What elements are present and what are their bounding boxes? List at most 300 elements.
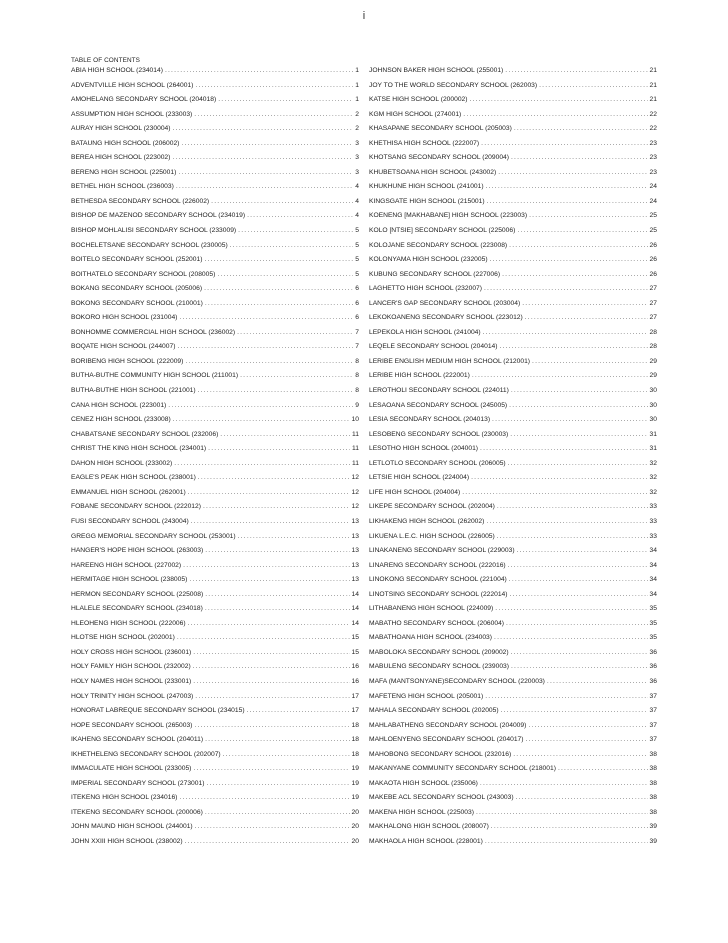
toc-entry-page: 21 bbox=[649, 67, 657, 74]
toc-entry[interactable] bbox=[369, 140, 657, 155]
toc-entry-page: 15 bbox=[351, 648, 359, 656]
toc-entry[interactable] bbox=[369, 605, 657, 620]
toc-entry-name: BISHOP DE MAZENOD SECONDARY SCHOOL (234019) bbox=[71, 212, 246, 220]
toc-leader-dots bbox=[203, 503, 350, 510]
toc-entry[interactable] bbox=[369, 125, 657, 140]
toc-entry-name: KINGSGATE HIGH SCHOOL (215001) bbox=[369, 197, 485, 205]
toc-entry[interactable] bbox=[369, 474, 657, 489]
toc-entry-name: LESAOANA SECONDARY SCHOOL (245005) bbox=[369, 401, 508, 409]
toc-leader-dots bbox=[539, 82, 647, 89]
toc-entry[interactable] bbox=[369, 693, 657, 708]
toc-entry-name: HAREENG HIGH SCHOOL (227002) bbox=[71, 561, 182, 569]
toc-entry-page: 4 bbox=[355, 212, 359, 220]
toc-entry[interactable] bbox=[71, 649, 359, 664]
toc-leader-dots bbox=[525, 736, 647, 743]
toc-leader-dots bbox=[198, 387, 354, 394]
toc-entry-page: 24 bbox=[649, 183, 657, 191]
toc-leader-dots bbox=[193, 678, 349, 685]
toc-entry-name: KOENENG [MAKHABANE] HIGH SCHOOL (223003) bbox=[369, 212, 528, 220]
toc-entry-name: CHABATSANE SECONDARY SCHOOL (232006) bbox=[71, 430, 219, 438]
toc-entry[interactable] bbox=[71, 518, 359, 533]
toc-leader-dots bbox=[513, 751, 647, 758]
toc-leader-dots bbox=[492, 416, 648, 423]
toc-entry-name: KHUBETSOANA HIGH SCHOOL (243002) bbox=[369, 168, 497, 176]
toc-entry-name: BEREA HIGH SCHOOL (223002) bbox=[71, 154, 171, 162]
toc-entry-page: 20 bbox=[351, 823, 359, 831]
toc-leader-dots bbox=[247, 212, 353, 219]
toc-entry[interactable] bbox=[71, 198, 359, 213]
toc-leader-dots bbox=[183, 562, 349, 569]
toc-entry[interactable] bbox=[71, 300, 359, 315]
toc-leader-dots bbox=[509, 576, 648, 583]
toc-entry[interactable] bbox=[71, 794, 359, 809]
toc-entry-name: BONHOMME COMMERCIAL HIGH SCHOOL (236002) bbox=[71, 328, 236, 336]
toc-leader-dots bbox=[509, 402, 647, 409]
toc-entry[interactable] bbox=[71, 634, 359, 649]
toc-entry-page: 25 bbox=[649, 212, 657, 220]
toc-entry-page: 16 bbox=[351, 677, 359, 685]
toc-entry-page: 33 bbox=[649, 503, 657, 511]
toc-entry-page: 30 bbox=[649, 416, 657, 424]
toc-entry-name: KHUKHUNE HIGH SCHOOL (241001) bbox=[369, 183, 484, 191]
toc-entry[interactable] bbox=[71, 343, 359, 358]
toc-entry-page: 27 bbox=[649, 285, 657, 293]
toc-entry[interactable] bbox=[71, 736, 359, 751]
toc-entry[interactable] bbox=[369, 416, 657, 431]
toc-entry[interactable] bbox=[369, 823, 657, 838]
toc-entry[interactable] bbox=[71, 780, 359, 795]
toc-leader-dots bbox=[517, 547, 648, 554]
toc-entry[interactable] bbox=[71, 460, 359, 475]
toc-entry[interactable] bbox=[369, 300, 657, 315]
toc-leader-dots bbox=[195, 823, 350, 830]
toc-entry[interactable] bbox=[369, 562, 657, 577]
toc-entry-page: 31 bbox=[649, 445, 657, 453]
toc-entry-name: KHOTSANG SECONDARY SCHOOL (209004) bbox=[369, 154, 509, 162]
toc-entry-page: 30 bbox=[649, 401, 657, 409]
toc-entry-page: 25 bbox=[649, 227, 657, 235]
page-number: i bbox=[362, 10, 366, 22]
toc-entry-name: BOKORO HIGH SCHOOL (231004) bbox=[71, 314, 178, 322]
toc-leader-dots bbox=[217, 271, 353, 278]
toc-entry[interactable] bbox=[71, 82, 359, 97]
toc-entry[interactable] bbox=[71, 67, 359, 82]
toc-entry-page: 13 bbox=[351, 547, 359, 555]
toc-entry-page: 8 bbox=[355, 372, 359, 380]
toc-entry[interactable] bbox=[71, 271, 359, 286]
toc-entry[interactable] bbox=[369, 547, 657, 562]
toc-entry-page: 35 bbox=[649, 605, 657, 613]
toc-entry-page: 1 bbox=[355, 81, 359, 89]
toc-entry[interactable] bbox=[369, 460, 657, 475]
toc-entry-page: 12 bbox=[351, 488, 359, 496]
toc-entry-name: HOLY NAMES HIGH SCHOOL (233001) bbox=[71, 677, 192, 685]
toc-entry-name: HOLY CROSS HIGH SCHOOL (236001) bbox=[71, 648, 192, 656]
toc-leader-dots bbox=[176, 183, 353, 190]
toc-leader-dots bbox=[185, 358, 353, 365]
toc-entry-name: BOCHELETSANE SECONDARY SCHOOL (230005) bbox=[71, 241, 228, 249]
toc-entry[interactable] bbox=[369, 591, 657, 606]
toc-leader-dots bbox=[189, 576, 349, 583]
toc-leader-dots bbox=[205, 591, 349, 598]
toc-leader-dots bbox=[172, 125, 353, 132]
toc-leader-dots bbox=[179, 314, 353, 321]
toc-entry[interactable] bbox=[369, 314, 657, 329]
toc-entry[interactable] bbox=[369, 329, 657, 344]
toc-entry[interactable] bbox=[71, 358, 359, 373]
toc-entry-name: MAKHAOLA HIGH SCHOOL (228001) bbox=[369, 837, 483, 845]
toc-entry-name: HOLY FAMILY HIGH SCHOOL (232002) bbox=[71, 663, 191, 671]
toc-entry-page: 11 bbox=[352, 459, 359, 467]
toc-leader-dots bbox=[511, 387, 648, 394]
toc-entry[interactable] bbox=[71, 823, 359, 838]
toc-entry-page: 17 bbox=[351, 692, 359, 700]
toc-leader-dots bbox=[517, 227, 647, 234]
toc-entry-page: 38 bbox=[649, 794, 657, 802]
toc-entry-name: KATSE HIGH SCHOOL (200002) bbox=[369, 96, 468, 104]
toc-entry-page: 35 bbox=[649, 634, 657, 642]
toc-leader-dots bbox=[495, 605, 647, 612]
toc-leader-dots bbox=[179, 794, 349, 801]
toc-entry[interactable] bbox=[369, 431, 657, 446]
toc-leader-dots bbox=[491, 823, 648, 830]
toc-entry[interactable] bbox=[71, 562, 359, 577]
toc-entry-page: 38 bbox=[649, 750, 657, 758]
toc-entry-name: LITHABANENG HIGH SCHOOL (224009) bbox=[369, 605, 494, 613]
toc-entry[interactable] bbox=[71, 402, 359, 417]
toc-entry[interactable] bbox=[71, 285, 359, 300]
toc-entry-page: 38 bbox=[649, 779, 657, 787]
toc-leader-dots bbox=[205, 547, 349, 554]
toc-entry-name: LEROTHOLI SECONDARY SCHOOL (224011) bbox=[369, 387, 509, 395]
toc-leader-dots bbox=[205, 300, 353, 307]
toc-entry[interactable] bbox=[71, 96, 359, 111]
toc-entry-name: BOKONG SECONDARY SCHOOL (210001) bbox=[71, 299, 203, 307]
toc-entry-page: 14 bbox=[351, 605, 359, 613]
toc-entry-page: 37 bbox=[649, 707, 657, 715]
toc-entry[interactable] bbox=[369, 489, 657, 504]
toc-leader-dots bbox=[230, 242, 354, 249]
toc-entry[interactable] bbox=[369, 780, 657, 795]
toc-entry-page: 35 bbox=[649, 619, 657, 627]
toc-entry-page: 32 bbox=[649, 488, 657, 496]
toc-entry-page: 21 bbox=[649, 81, 657, 89]
toc-entry-name: KOLOJANE SECONDARY SCHOOL (223008) bbox=[369, 241, 508, 249]
toc-entry-page: 36 bbox=[649, 663, 657, 671]
toc-entry[interactable] bbox=[369, 722, 657, 737]
toc-leader-dots bbox=[205, 736, 349, 743]
toc-leader-dots bbox=[484, 285, 648, 292]
toc-entry[interactable] bbox=[369, 67, 657, 82]
toc-entry[interactable] bbox=[369, 576, 657, 591]
toc-entry[interactable] bbox=[71, 576, 359, 591]
toc-leader-dots bbox=[168, 402, 353, 409]
toc-title: TABLE OF CONTENTS bbox=[71, 57, 141, 64]
toc-entry-page: 23 bbox=[649, 139, 657, 147]
toc-entry[interactable] bbox=[71, 474, 359, 489]
toc-entry-name: BOITHATELO SECONDARY SCHOOL (208005) bbox=[71, 270, 216, 278]
toc-leader-dots bbox=[472, 372, 648, 379]
toc-entry[interactable] bbox=[369, 503, 657, 518]
toc-entry-page: 11 bbox=[352, 445, 359, 453]
toc-entry[interactable] bbox=[71, 256, 359, 271]
toc-entry[interactable] bbox=[369, 620, 657, 635]
toc-entry[interactable] bbox=[71, 212, 359, 227]
toc-entry-name: LINOTSING SECONDARY SCHOOL (222014) bbox=[369, 590, 508, 598]
toc-entry-page: 15 bbox=[351, 634, 359, 642]
toc-entry-name: LESIA SECONDARY SCHOOL (204013) bbox=[369, 416, 491, 424]
toc-leader-dots bbox=[206, 780, 349, 787]
toc-entry-name: HONORAT LABREQUE SECONDARY SCHOOL (234015) bbox=[71, 707, 245, 715]
toc-entry[interactable] bbox=[71, 547, 359, 562]
toc-entry[interactable] bbox=[71, 314, 359, 329]
toc-entry-page: 14 bbox=[351, 590, 359, 598]
toc-entry[interactable] bbox=[369, 256, 657, 271]
toc-entry-page: 7 bbox=[355, 343, 359, 351]
toc-entry[interactable] bbox=[369, 343, 657, 358]
toc-entry-name: AURAY HIGH SCHOOL (230004) bbox=[71, 125, 171, 133]
toc-entry[interactable] bbox=[369, 212, 657, 227]
toc-leader-dots bbox=[486, 518, 647, 525]
toc-entry[interactable] bbox=[369, 809, 657, 824]
toc-leader-dots bbox=[193, 765, 349, 772]
toc-entry-name: LIKHAKENG HIGH SCHOOL (262002) bbox=[369, 517, 485, 525]
toc-entry-page: 19 bbox=[351, 794, 359, 802]
toc-entry-page: 11 bbox=[352, 430, 359, 438]
toc-entry-page: 20 bbox=[351, 808, 359, 816]
toc-entry-name: FUSI SECONDARY SCHOOL (243004) bbox=[71, 517, 189, 525]
toc-entry[interactable] bbox=[71, 154, 359, 169]
toc-entry[interactable] bbox=[71, 387, 359, 402]
toc-entry[interactable] bbox=[71, 431, 359, 446]
toc-leader-dots bbox=[462, 489, 647, 496]
toc-entry[interactable] bbox=[369, 707, 657, 722]
toc-entry[interactable] bbox=[71, 693, 359, 708]
toc-leader-dots bbox=[502, 271, 647, 278]
toc-entry-page: 8 bbox=[355, 357, 359, 365]
toc-entry-name: MABOLOKA SECONDARY SCHOOL (209002) bbox=[369, 648, 509, 656]
toc-entry[interactable] bbox=[369, 794, 657, 809]
toc-leader-dots bbox=[525, 314, 648, 321]
toc-entry[interactable] bbox=[369, 227, 657, 242]
toc-entry-page: 1 bbox=[355, 96, 359, 104]
toc-entry-name: BOQATE HIGH SCHOOL (244007) bbox=[71, 343, 176, 351]
toc-entry-name: IKAHENG SECONDARY SCHOOL (204011) bbox=[71, 736, 204, 744]
toc-entry-page: 2 bbox=[355, 110, 359, 118]
toc-entry[interactable] bbox=[71, 838, 359, 853]
toc-leader-dots bbox=[185, 838, 350, 845]
toc-leader-dots bbox=[485, 838, 648, 845]
toc-entry-page: 20 bbox=[351, 837, 359, 845]
toc-entry[interactable] bbox=[71, 445, 359, 460]
toc-entry-page: 37 bbox=[649, 692, 657, 700]
toc-leader-dots bbox=[208, 445, 350, 452]
toc-leader-dots bbox=[471, 474, 647, 481]
toc-entry-name: LERIBE HIGH SCHOOL (222001) bbox=[369, 372, 470, 380]
toc-leader-dots bbox=[508, 562, 648, 569]
toc-entry-name: BOITELO SECONDARY SCHOOL (252001) bbox=[71, 256, 203, 264]
toc-leader-dots bbox=[480, 780, 648, 787]
toc-entry-page: 4 bbox=[355, 183, 359, 191]
toc-entry[interactable] bbox=[71, 372, 359, 387]
toc-entry-name: LINOKONG SECONDARY SCHOOL (221004) bbox=[369, 576, 507, 584]
toc-leader-dots bbox=[223, 751, 350, 758]
toc-entry[interactable] bbox=[369, 285, 657, 300]
toc-entry[interactable] bbox=[71, 227, 359, 242]
toc-entry[interactable] bbox=[71, 329, 359, 344]
toc-leader-dots bbox=[470, 96, 648, 103]
toc-entry-page: 36 bbox=[649, 677, 657, 685]
toc-entry-name: CHRIST THE KING HIGH SCHOOL (234001) bbox=[71, 445, 207, 453]
toc-entry-name: MAFETENG HIGH SCHOOL (205001) bbox=[369, 692, 484, 700]
toc-entry[interactable] bbox=[369, 518, 657, 533]
toc-entry[interactable] bbox=[369, 838, 657, 853]
toc-entry[interactable] bbox=[71, 751, 359, 766]
toc-entry[interactable] bbox=[369, 402, 657, 417]
toc-leader-dots bbox=[247, 707, 350, 714]
toc-entry[interactable] bbox=[369, 82, 657, 97]
toc-entry-page: 18 bbox=[351, 721, 359, 729]
toc-entry[interactable] bbox=[369, 372, 657, 387]
toc-leader-dots bbox=[522, 300, 647, 307]
toc-entry[interactable] bbox=[369, 751, 657, 766]
toc-entry-name: LIKUENA L.E.C. HIGH SCHOOL (226005) bbox=[369, 532, 495, 540]
toc-leader-dots bbox=[547, 678, 648, 685]
toc-entry-page: 10 bbox=[351, 416, 359, 424]
toc-leader-dots bbox=[165, 67, 353, 74]
toc-entry-page: 13 bbox=[351, 517, 359, 525]
toc-entry[interactable] bbox=[71, 678, 359, 693]
toc-entry[interactable] bbox=[369, 96, 657, 111]
toc-entry[interactable] bbox=[369, 387, 657, 402]
toc-entry-page: 33 bbox=[649, 517, 657, 525]
toc-leader-dots bbox=[494, 634, 648, 641]
toc-entry[interactable] bbox=[369, 533, 657, 548]
toc-entry-name: EAGLE'S PEAK HIGH SCHOOL (238001) bbox=[71, 474, 196, 482]
toc-leader-dots bbox=[497, 533, 648, 540]
toc-entry-name: MABATHOANA HIGH SCHOOL (234003) bbox=[369, 634, 493, 642]
toc-entry[interactable] bbox=[369, 111, 657, 126]
toc-entry-name: MAHOBONG SECONDARY SCHOOL (232016) bbox=[369, 750, 512, 758]
toc-entry[interactable] bbox=[71, 605, 359, 620]
toc-leader-dots bbox=[237, 329, 353, 336]
toc-entry[interactable] bbox=[369, 271, 657, 286]
toc-entry[interactable] bbox=[369, 198, 657, 213]
toc-entry-page: 28 bbox=[649, 343, 657, 351]
toc-entry[interactable] bbox=[71, 242, 359, 257]
toc-entry-name: MAHLABATHENG SECONDARY SCHOOL (204009) bbox=[369, 721, 527, 729]
toc-entry[interactable] bbox=[369, 358, 657, 373]
toc-entry-name: ITEKENG HIGH SCHOOL (234016) bbox=[71, 794, 178, 802]
toc-entry-name: MAFA (MANTSONYANE)SECONDARY SCHOOL (220003) bbox=[369, 677, 545, 685]
toc-entry[interactable] bbox=[71, 125, 359, 140]
toc-entry-name: LIFE HIGH SCHOOL (204004) bbox=[369, 488, 461, 496]
toc-leader-dots bbox=[506, 620, 648, 627]
toc-entry-page: 6 bbox=[355, 299, 359, 307]
toc-entry-page: 24 bbox=[649, 197, 657, 205]
toc-entry-name: BOKANG SECONDARY SCHOOL (205006) bbox=[71, 285, 203, 293]
toc-entry-page: 26 bbox=[649, 270, 657, 278]
toc-entry-name: BUTHA-BUTHE COMMUNITY HIGH SCHOOL (211001) bbox=[71, 372, 239, 380]
toc-entry-name: LAGHETTO HIGH SCHOOL (232007) bbox=[369, 285, 482, 293]
toc-entry-page: 32 bbox=[649, 459, 657, 467]
toc-entry-page: 6 bbox=[355, 285, 359, 293]
toc-entry-name: KHASAPANE SECONDARY SCHOOL (205003) bbox=[369, 125, 512, 133]
toc-entry-name: MAKAOTA HIGH SCHOOL (235006) bbox=[369, 779, 478, 787]
toc-entry-name: LEPEKOLA HIGH SCHOOL (241004) bbox=[369, 328, 481, 336]
toc-entry-page: 21 bbox=[649, 96, 657, 104]
toc-entry[interactable] bbox=[71, 722, 359, 737]
toc-entry[interactable] bbox=[369, 183, 657, 198]
toc-leader-dots bbox=[529, 212, 647, 219]
toc-entry[interactable] bbox=[369, 765, 657, 780]
toc-entry[interactable] bbox=[369, 242, 657, 257]
toc-entry-page: 19 bbox=[351, 765, 359, 773]
toc-entry-name: ITEKENG SECONDARY SCHOOL (200006) bbox=[71, 808, 203, 816]
toc-entry-name: MAKANYANE COMMUNITY SECONDARY SCHOOL (218001) bbox=[369, 765, 556, 773]
toc-entry[interactable] bbox=[369, 634, 657, 649]
toc-entry[interactable] bbox=[71, 591, 359, 606]
toc-entry[interactable] bbox=[71, 809, 359, 824]
toc-entry-name: GREGG MEMORIAL SECONDARY SCHOOL (253001) bbox=[71, 532, 236, 540]
toc-entry[interactable] bbox=[71, 111, 359, 126]
toc-leader-dots bbox=[490, 256, 648, 263]
toc-entry-name: HLEOHENG HIGH SCHOOL (222006) bbox=[71, 619, 186, 627]
toc-entry-name: HOLY TRINITY HIGH SCHOOL (247003) bbox=[71, 692, 194, 700]
toc-entry-name: MAKHALONG HIGH SCHOOL (208007) bbox=[369, 823, 489, 831]
toc-entry-page: 19 bbox=[351, 779, 359, 787]
toc-entry-page: 38 bbox=[649, 808, 657, 816]
toc-entry[interactable] bbox=[71, 503, 359, 518]
toc-entry-page: 4 bbox=[355, 197, 359, 205]
toc-entry-page: 5 bbox=[355, 256, 359, 264]
toc-entry-name: JOHNSON BAKER HIGH SCHOOL (255001) bbox=[369, 67, 504, 74]
toc-entry[interactable] bbox=[369, 663, 657, 678]
toc-entry[interactable] bbox=[369, 445, 657, 460]
toc-entry[interactable] bbox=[71, 620, 359, 635]
toc-entry-name: HLALELE SECONDARY SCHOOL (234018) bbox=[71, 605, 203, 613]
toc-entry-page: 18 bbox=[351, 736, 359, 744]
toc-entry[interactable] bbox=[369, 154, 657, 169]
toc-entry-page: 13 bbox=[351, 561, 359, 569]
toc-entry-name: ADVENTVILLE HIGH SCHOOL (264001) bbox=[71, 81, 194, 89]
toc-entry-page: 33 bbox=[649, 532, 657, 540]
toc-entry-page: 36 bbox=[649, 648, 657, 656]
toc-entry[interactable] bbox=[369, 649, 657, 664]
toc-entry-name: MABULENG SECONDARY SCHOOL (239003) bbox=[369, 663, 509, 671]
toc-entry[interactable] bbox=[71, 169, 359, 184]
toc-entry[interactable] bbox=[71, 533, 359, 548]
toc-leader-dots bbox=[220, 431, 350, 438]
toc-leader-dots bbox=[172, 154, 353, 161]
toc-entry[interactable] bbox=[71, 707, 359, 722]
toc-entry-page: 14 bbox=[351, 619, 359, 627]
toc-entry[interactable] bbox=[369, 736, 657, 751]
toc-leader-dots bbox=[194, 111, 353, 118]
toc-leader-dots bbox=[486, 183, 648, 190]
toc-entry[interactable] bbox=[71, 140, 359, 155]
toc-entry[interactable] bbox=[71, 416, 359, 431]
toc-entry[interactable] bbox=[71, 489, 359, 504]
toc-entry[interactable] bbox=[369, 678, 657, 693]
toc-entry[interactable] bbox=[71, 183, 359, 198]
toc-entry-page: 5 bbox=[355, 227, 359, 235]
toc-entry[interactable] bbox=[369, 169, 657, 184]
toc-entry-name: HERMITAGE HIGH SCHOOL (238005) bbox=[71, 576, 188, 584]
toc-leader-dots bbox=[193, 649, 349, 656]
toc-entry[interactable] bbox=[71, 765, 359, 780]
toc-entry[interactable] bbox=[71, 663, 359, 678]
